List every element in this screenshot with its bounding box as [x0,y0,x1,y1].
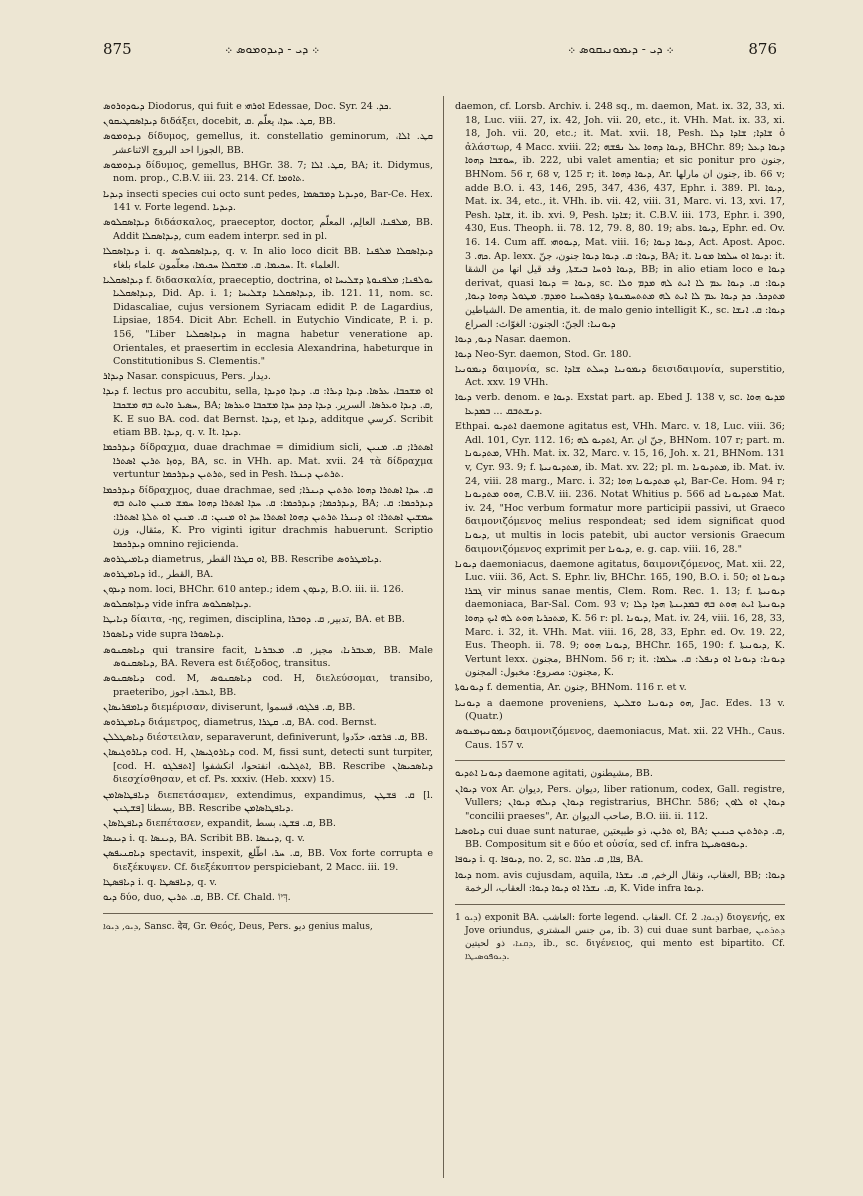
entry: Ethpai. ܐܬܕܝܘ daemone agitatus est, VHh. Marc. v. 18, Luc. viii. 36; Adl. 101, Cyr. 112. 16; ܐܬܕܝܘ ܠܗ, Ar. جنّ ان, BHNom. 107 r; part. m. ܡܬܕܝܘܢܐ, VHh. Mat. ix. 32, Marc. v. 15, 16, Joh. x. 21, BHNom. 131 v, Cyr. 93. 9; f. ܡܬܕܝܘܢܝܬܐ, ib. Mat. xv. 22; pl. m. ܡܬܕܝܘܢܐ, ib. Mat. iv. 24, viii. 28 marg., Marc. i. 32; ܐܝܟ ܡܬܕܝܘܢܐ ܗܘܐ, Bar-Ce. Hom. 94 r; ܗܘܘ ܡܬܕܝܘܢܐ, C.B.V. iii. 236. Notat Whitius p. 566 ad ܡܬܕܝܘܢܐ Mat. iv. 24, "Hoc verbum formatur more participii passivi, ut Graeco δαιμονιζόμενος melius respondeat; sed idem significat quod ܕܝܘܢܐ, ut multis in locis patebit, ubi auctor versionis Graecum δαιμονιζόμενος exprimit per ܕܝܘܢܐ, e. g. cap. viii. 16, 28." [455,421,785,555]
entry: ܕܝܐܦܣܛܐ i. q. ܕܝܐܦܣܛܐ, q. v. [103,877,217,889]
column-divider [443,96,444,1178]
entry: ܕܝܐܪܘܓܝܣܐܢ cod. H, ܕܝܐܪܘܓܝܣܐܢ cod. M, fissi sunt, detecti sunt turpiter, [cod. H. ܐܬܦܠܓܘ] ܐܬܓܠܝܘ، انفتحوا، انكشفوا, BB. Rescribe ܕܝܐܣܟܝܣܐܢ διεσχίσθησαν, et cf. Ps. xxxiv. (Heb. xxxv) 15. [103,747,434,786]
entry: ܕܝܢܣܐ i. q. ܕܝܢܣܐ, BA. Scribit BB. ܕܝܢܣܐ, q. v. [103,833,305,845]
entry: ܕܝܐܣܛܠܠܢ διέστειλαν, separaverunt, definiverunt, ܩ. ܦܪܫܘ، حدّدوا, BB. [103,732,428,744]
page-number-left: 875 [103,40,132,58]
entry: daemon, cf. Lorsb. Archiv. i. 248 sq., m. daemon, Mat. ix. 32, 33, xi. 18, Luc. viii. 27, ix. 42, Joh. vii. 20, etc., it. VHh. Mat. ix. 33, xi. 18, Joh. vii. 20, etc.; it. Mat. xvii. 18, Pesh. ܫܐܕܐ; ܫܐܕܐ ܕܠܐ ὁ ἀλάστωρ, 4 Macc. xviii. 22; ܕܝܘܐ ܕܗܘܐ ܥܠ ܢܦܫܗ, BHChr. 89; ܕܝܘܐ ܕܥܠ ܚܘܫܒܐ ܕܗܘܐ, ib. 222, ubi valet amentia; et sic ponitur pro جنون, BHNom. 56 r, 68 v, 125 r; it. ܕܝܘܐ ܕܗܘܐ, Ar. جنون ان مارلها, ib. 66 v; adde B.O. i. 43, 146, 295, 347, 436, 437, Ephr. i. 389. Pl. ܕܝܘܐ, Mat. ix. 34, etc., it. VHh. ib. vii. 42, viii. 31, Marc. vi. 13, xvi. 17, Pesh. ܫܐܕܐ, it. ib. xvi. 9, Pesh. ܫܐܕܐ; it. C.B.V. iii. 173, Ephr. i. 390, 430, Eus. Theoph. ii. 78. 12, 79. 8, 80. 19; abs. ܕܝܘܐ, Ephr. ed. Ov. 16. 14. Cum aff. ܕܝܘܘܗܝ, Mat. viii. 16; ܕܝܘܐ ܕܝܘܐ, Act. Apost. Apoc. ܟܗ. 3. Ap. lexx. ܕܝܘܐ: ܩ. ܕܝܘܐ ܕܝܘܐ جنون، جنّ, BA; it. ܕܝܘܐ ܐܘ ܚܠܡܐ ܡܘܢܐ: it. ܕܝܘܐ ܪܘܚܐ ܒܝܫܬܐ, وقد قيل انها من الشقا, BB; in alio etiam loco e ܕܝܘܐ derivat, quasi ܕܝܘܐ = ܕܝܘܐ, sc. ܕܝܘܐ: ܩ. ܕܝܘܐ ܥܡ ܠܐ ܐܝܬ ܠܗ ܡܕܡ ܘܠܐ ܡܬܕܟܪ. ܟܕ ܕܝܘܐ ܥܡ ܠܐ ܐܝܬ ܠܗ ܡܬܬܚܡܢܘܬܐ ܕܦܘܠܚܢܐ ܘܡܕܡ. ܡܛܘܠ ܕܗܘܐ ܕܝܘܐ, الشياطين. De amentia, it. de malo genio intelligit K., sc. ܕܝܘܐ: ܩ. ܐܢܫܐ ܕܝܘܢܝܐ: الجنّ: الجنون: الغوّاث: الصراع [455,101,786,330]
entry: ܕܝܘ δύο, duo, ܩ. ܬܪܝܢ, BB. Cf. Chald. דְּיוֹ. [103,892,291,904]
left-column [103,100,433,934]
entry: ܕܝܐܘܣܝܐ cui duae sunt naturae, ܐܘ ܬܪܝܢ، ذو طبيعتين, BA; ܩ. ܕܬܪܬܝܢ ܟܝܢܝܢ, BB. Compositum sit e δύο et οὐσία, sed cf. infra ܕܝܘܦܘܣܝܛܐ. [455,825,786,851]
footnote-continuation: ܕܝܘ, ܕܝܘܐ, Sansc. देव, Gr. Θεός, Deus, Pers. ديو genius malus, [103,920,373,932]
entry: ܕܝܕܐܣܩܠܝܐ f. διδασκαλία, praeceptio, doctrina, ܝܘܠܦܢܐ; ܡܠܦܢܘܬܐ ܕܫܠܝܚܐ ܐܘ ܕܝܕܐܣܩܠܝܐ, Did. Ap. i. 1; ܕܝܕܐܣܩܠܝܐ ܕܫܠܝܚܐ, ib. 121. 11, nom. sc. Didascaliae, cujus versionem Syriacam edidit P. de Lagardius, Lipsiae, 1854. Dicit Abr. Echell. in Eutychio Vindicate, P. i. p. 156, "Liber ܕܝܕܐܣܩܠܝܐ in magna habetur veneratione ap. Orientales, et praesertim in ecclesia Alexandrina, habeturque in Constitutionibus S. Clementis." [103,274,434,368]
entry: ܕܝܕܐܣܩܠܘܣ διδάσκαλος, praeceptor, doctor, ܡܠܦܢܐ، العالِم، المعلّم, BB. Addit ܕܝܕܐܣܩܠܐ, cum eadem interpr. sed in pl. [103,217,433,242]
entry: ܕܝܕܐܣܩܛܝܩܘܢ διδάξει, docebit, ܩܛ. ܚܕܐ، يعلّم .ܩ, BB. [103,116,336,128]
entry: ܕܝܘܢܝܐ a daemone proveniens, ܗܘ ܕܝܘܢܝܐ ܘܫܠܝܛ, Jac. Edes. 13 v. (Quatr.) [455,697,785,723]
footnotes: ܕܝܘ 1) exponit BA. العاشب: forte legend. العقاب. Cf. ܕܝܘܐ. 2) διογενής, ex Jove oriundus, من جنس المشتري, ib. 3) cui duae sunt barbae, ܕܬܪܬܝܢ ܕܩܢܐ، ذو لحيتين, ib., sc. διγένειος, qui mento est bipartito. Cf. ܕܝܘܦܘܣܝܛܐ. [455,911,785,962]
entry: ܕܝܡܘܢܝܙܡܢܘܣ δαιμονιζόμενος, daemoniacus, Mat. xii. 22 VHh., Caus. Caus. 157 v. [455,726,785,751]
entry: ܕܝܡܘܢܝܐ δαιμονία, sc. ܕܝܡܘܢܝܐ ܕܚܠܬ ܫܐܕܐ δεισιδαιμονία, superstitio, Act. xxv. 19 VHh. [455,363,785,389]
entry: ܕܝܐܣܘܪܐ vide supra ܕܝܐܣܘܪܐ. [103,629,225,641]
entry: ܕܝܘܐ verb. denom. e ܕܝܘܐ. Exstat part. ap. Ebed J. 138 v, sc. ܡܕܝܘ ܗܘܐ ܕܢܫܬܒܩ ... ܒܡܕܥܐ. [455,392,786,418]
footnote-rule [455,904,785,905]
entry: ܕܝܕܘܢ nom. loci, BHChr. 610 antep.; idem ܕܝܕܘܢ, B.O. iii. ii. 126. [103,584,404,596]
entry: ܕܝܐܣܩܢܘܣ cod. M, ܕܝܐܣܩܢܘܣ cod. H, διελεύσομαι, transibo, praeteribo, ܐܥܒܪ، اجوز, BB. [103,673,433,698]
entry: ܕܝܕܐ f. lectus pro accubitu, sella, ܐܘ ܡܫܟܒܐ، ܥܪܣܐ. ܕܝܕܐ ܕܝܪܐ: ܩ. ܕܝܕܐ ܘܕܝܕܐ ܚܣܝܪ ܘܐܝܬ ܒܗ ܡܫܟܒܐ, BA; ܩ. ܕܝܕܐ ܘܥܪܣܐ. السرير. ܕܝܕܐ ܕܟܕ ܚܕܐ ܡܫܟܒܐ ܘܥܪܣܐ, K. E suo BA. cod. dat Bernst. ܕܝܕܐ, et ܕܝܕܐ, additque كرسي. Scribit etiam BB. ܕܝܕܐ, q. v. It. ܕܝܕܐ. [103,386,433,439]
running-head-left: ܀ ܕܝ - ܕܝܕܘܡܘܣ ܀ [225,42,320,56]
entry: ܕܝܐܡܛܪܘܣ id., القطر, BA. [103,569,214,581]
entry: ܕܝܐܝܛܐ δίαιτα, -ης, regimen, disciplina, تدبير, ܩ. ܕܘܒܪܐ, BA. et BB. [103,614,405,626]
entry: ܕܝܘܐܢ vox Ar. ديوان, Pers. دیوان, liber rationum, codex, Gall. registre, Vullers; ܕܝܘܐܢ ܕܝܠܗ ܕܝܘܐܢ registrarius, BHChr. 586; ܕܝܘܐܢ ܐܘ ܠܐܘܢ "concilii praeses", Ar. صاحب الديوان, B.O. iii. ii. 112. [455,783,786,822]
footnote-rule [103,913,433,914]
entry: ܕܝܐܡܝܛܪܘܣ diametrus, ܐܘ ܩܛܪܐ القطر, BB. Rescribe ܕܝܐܡܛܪܘܣ. [103,554,382,565]
entry: ܕܝܐܡܦܪܝܣܐܢ διεμέρισαν, diviserunt, ܩ. ܦܠܓܘ، قسموا, BB. [103,701,356,713]
entry: ܕܝܐܡܛܪܘܣ διάμετρος, diametrus, ܩ. ܩܛܪܐ, BA. cod. Bernst. [103,717,377,729]
entry: ܕܝܕܐܣܩܠܐ i. q. ܕܝܕܐܣܩܠܘܣ, q. v. In alio loco dicit BB. ܕܝܕܐܣܩܠܐ ܡܠܦܢܐ ܚܟܝܡܐ. ܩ. ܡܫܩܠܐ ܚܟܝܡܐ، معلّمون علماء بلغاء. It. العلماء. [103,245,433,271]
running-head-right: ܀ ܕܝ - ܕܝܡܘܢܝܩܘܣ ܀ [568,42,674,56]
entry: ܕܝܕܝܐ insecti species cui octo sunt pedes, ܘܕܝܕܝܐ ܕܡܒܣܡܐ, Bar-Ce. Hex. 141 v. Forte legend. ܕܝܕܝܐ. [103,188,433,214]
entry: ܕܝܘܕܘܪܘܣ Diodorus, qui fuit e ܐܘܪܗܝ Edessae, Doc. Syr. ܟܕ. 24. [103,101,392,112]
entry: ܕܝܘ, ܕܝܘܐ Nasar. daemon. [455,333,571,345]
entry: ܕܝܘܢܘܬܐ f. dementia, Ar. جنون, BHNom. 116 r. et v. [455,682,687,694]
entry: ܕܝܘܢܐ ܐܬܕܝܘ daemone agitati, مشيطنون, BB. [455,768,653,780]
entry: ܕܝܐܩܢܝܦܣܢ spectavit, inspexit, ܩ. ܚܪ، اطّلع, BB. Vox forte corrupta e διεξέκυψεν. Cf. διεξέκυπτον perspiciebant, 2 Macc. iii. 19. [103,848,433,873]
right-column [455,100,785,964]
section-rule [455,760,785,761]
entry: ܕܝܐܣܩܢܘܣ qui transire facit, ܡܥܒܪܢܐ، مجيز, ܩ. ܡܥܒܪܢܐ, BB. Male ܕܝܐܣܩܢܘܣ, BA. Revera est διέξοδος, transitus. [103,644,433,670]
entry: ܕܝܐܦܛܐܣܐܡܢ διεπετάσαμεν, extendimus, expandimus, ܩ. ܦܫܛܢ [l. ܦܫܛܢܢ] بسطنا, BB. Rescribe ܕܝܐܦܛܐܣܐܡܢ. [103,789,433,815]
entry: ܕܝܕܪܟܡܐ δίδραχμα, duae drachmae = dimidium sicli, ܐܣܬܪܐ; ܩ. ܡܢܝܢ ܕܘܙܐ ܬܪܝܢ ܐܣܬܪܐ, BA, sc. in VHh. ap. Mat. xvii. 24 τὰ δίδραχμα vertuntur ܬܪܬܝܢ ܕܝܕܪܟܡܐ, sed in Pesh. ܬܪܬܝܢ ܕܝܢܪܐ. [103,442,433,481]
entry: ܕܝܘܐ nom. avis cujusdam, aquila, العقاب، ونقال الرخم, ܩ. ܢܫܪܐ, BB; ܕܝܘܐ: ܩ. ܢܫܪܐ ܐܘ ܕܝܘܐ ܕܝܘܐ: العقاب، الرخمة, K. Vide infra ܕܝܘܐ. [455,869,785,895]
entry: ܕܝܘܦܐ i. q. ܕܝܘܦܐ, no. 2, sc. ܦܐܐ, ܩ. ܩܪܐܐ, BA. [455,854,644,866]
entry: ܕܝܘܐ Neo-Syr. daemon, Stod. Gr. 180. [455,348,632,360]
page-number-right: 876 [748,40,777,58]
entry: ܕܝܕܐܣܩܠܘܣ vide infra ܕܝܕܐܣܩܠܘܣ. [103,599,252,611]
entry: ܕܝܘܢܐ daemoniacus, daemone agitatus, δαιμονιζόμενος, Mat. xii. 22, Luc. viii. 36, Act. S. Ephr. liv, BHChr. 165, 190, B.O. i. 50; ܕܝܘܢܐ ܐܘ ܓܒܪܐ vir minus sanae mentis, Clem. Rom. Rec. 1. 13; f. ܕܝܘܢܝܬܐ daemoniaca, Bar-Sal. Com. 93 v; ܕܝܘܢܝܬܐ ܐܝܬ ܗܘܬ ܒܗ ܒܡܕܝܢܬܐ ܗܕܐ ܕܠܐ ܡܬܟܪܝܐ ܗܘܬ ܠܗ ܐܝܟ ܕܗܘܐ, K. 56 r: pl. ܕܝܘܢܐ, Mat. iv. 24, viii. 16, 28, 33, Marc. i. 32, it. VHh. Mat. viii. 16, 28, 33, Ephr. ed. Ov. 19. 22, Eus. Theoph. ii. 78. 9; ܕܝܘܢܐ ܗܘܘ, BHChr. 165, 190: f. ܕܝܘܢܝܬܐ, K. Vertunt lexx. مجنون, BHNom. 56 r; it. ܕܝܘܢܐ: ܕܝܘܢܐ ܐܘ ܕܢܦܠ: ܩ. ܚܠܡܐ: مجنون: مصروع: مخبول: المجنون, K. [455,558,786,679]
entry: ܕܝܕܐܪ Nasar. conspicuus, Pers. ديدار. [103,371,271,383]
entry: ܕܝܕܘܡܘܣ δίδυμος, gemellus, it. constellatio geminorum, ܩܛ. ܐܠܐ، الجوزا احد البروج الاثناعشر, BB. [103,131,433,156]
entry: ܕܝܐܦܛܐܣܐܢ διεπέτασεν, expandit, ܩ. ܦܫܛ، بسط, BB. [103,818,336,830]
entry: ܕܝܕܘܡܘܣ δίδυμος, gemellus, BHGr. 38. 7; ܩܛ. ܐܠܐ, BA; it. Didymus, nom. prop., C.B.V. iii. 23. 214. Cf. ܬܐܘܡܐ. [103,159,434,185]
entry: ܕܝܕܪܟܡܐ δίδραχμος, duae drachmae, sed ܩ. ܚܕܐ ܐܣܬܪܐ ܕܗܘܐ ܬܪܬܝܢ ܕܝܢܪܐ; ܕܝܕܪܟܡܐ; ܕܝܕܪܟܡܐ: ܩ. ܚܕܐ ܐܣܬܪܐ ܕܗܘܐ ܚܡܫ ܡܢܝܢ ܘܐܝܬ ܒܗ, BA; ܕܝܕܪܟܡܐ: ܩ. ܚܡܫܝܢ ܐܣܬܪܐ: ܐܘ ܕܝܢܪܐ ܬܪܬܝܢ ܕܗܘܐ ܐܣܬܪܐ ܚܕ ܐܘ ܡܢܝܢ: ܩ. ܡܢܝܢ ܐܘ ܬܠܬܐ ܐܣܬܪܐ: مثقال، وزن, K. Pro viginti igitur drachmis habuerunt. Scriptio ܕܝܕܪܟܡܐ omnino rejicienda. [103,484,433,550]
